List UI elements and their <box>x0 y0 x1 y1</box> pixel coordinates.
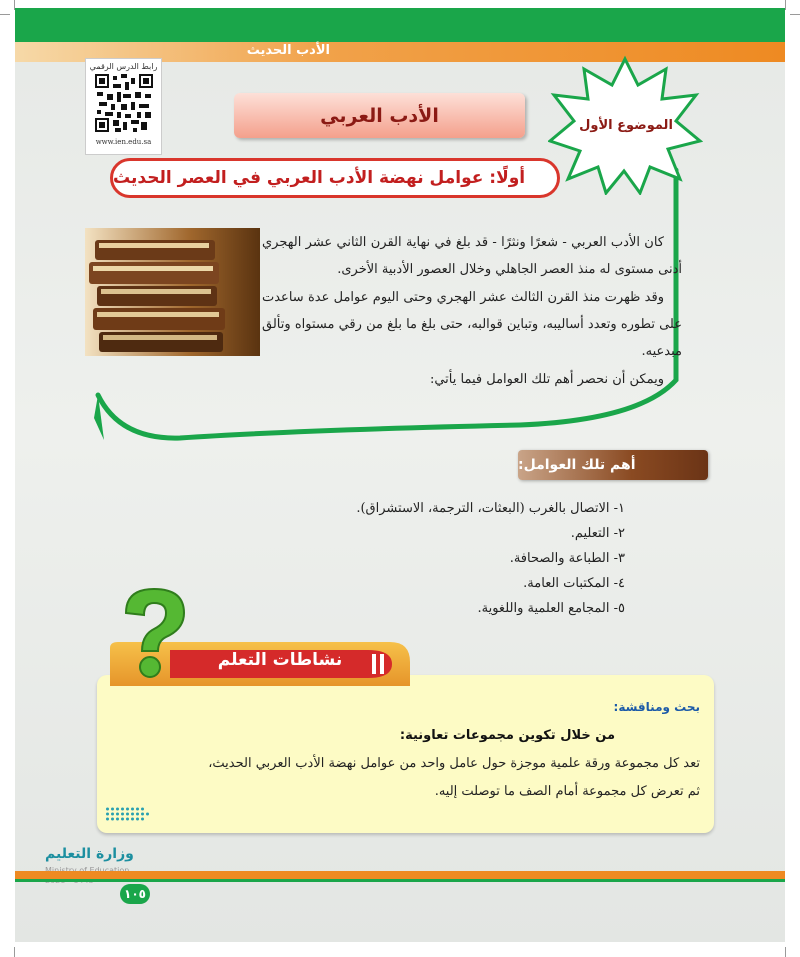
bottom-green-bar <box>15 879 785 882</box>
intro-paragraph: كان الأدب العربي - شعرًا ونثرًا - قد بلغ في نهاية القرن الثاني عشر الهجري أدنى مستوى له منذ العصر الجاهلي وخلال العصور الأدبية الأخرى. <box>262 235 682 277</box>
question-mark-icon <box>112 585 194 680</box>
top-green-bar <box>15 8 785 42</box>
qr-code-icon[interactable] <box>95 74 153 132</box>
ministry-name-arabic: وزارة التعليم <box>45 846 134 862</box>
factors-header: أهم تلك العوامل: <box>518 450 708 480</box>
development-paragraph: وقد ظهرت منذ القرن الثالث عشر الهجري وحتى اليوم عوامل عدة ساعدت على تطوره وتعدد أساليبه، وتباين قوالبه، حتى بلغ ما بلغ من رقي مستواه وتألق مبدعيه. <box>262 290 682 359</box>
main-title: الأدب العربي <box>234 93 525 138</box>
topic-badge-label: الموضوع الأول <box>579 118 673 133</box>
bottom-orange-bar <box>15 871 785 879</box>
crop-mark <box>790 14 800 15</box>
crop-mark <box>785 0 786 10</box>
qr-label: رابط الدرس الرقمي <box>89 62 158 71</box>
qr-url[interactable]: www.ien.edu.sa <box>95 138 152 146</box>
list-item: ١- الاتصال بالغرب (البعثات، الترجمة، الاستشراق). <box>356 501 625 516</box>
list-item: ٥- المجامع العلمية واللغوية. <box>477 601 625 616</box>
activity-subtitle: بحث ومناقشة: <box>613 700 700 714</box>
activity-heading: من خلال تكوين مجموعات تعاونية: <box>399 728 615 743</box>
books-image <box>85 228 260 356</box>
running-header-title: الأدب الحديث <box>246 43 330 58</box>
ministry-logo-icon <box>45 805 195 845</box>
activity-line: ثم تعرض كل مجموعة أمام الصف ما توصلت إليه. <box>434 784 700 799</box>
qr-code-box[interactable] <box>85 58 162 155</box>
crop-mark <box>785 947 786 957</box>
lead-in-paragraph: ويمكن أن نحصر أهم تلك العوامل فيما يأتي: <box>429 372 664 387</box>
factors-list <box>356 496 625 621</box>
activity-line: تعد كل مجموعة ورقة علمية موجزة حول عامل واحد من عوامل نهضة الأدب العربي الحديث، <box>208 756 700 771</box>
activities-banner-label: نشاطات التعلم <box>217 650 343 670</box>
crop-mark <box>0 14 10 15</box>
page-number: ١٠٥ <box>120 884 150 904</box>
crop-mark <box>14 947 15 957</box>
list-item: ٤- المكتبات العامة. <box>523 576 625 591</box>
list-item: ٣- الطباعة والصحافة. <box>509 551 625 566</box>
section-title: أولًا: عوامل نهضة الأدب العربي في العصر الحديث <box>110 158 560 198</box>
list-item: ٢- التعليم. <box>570 526 625 541</box>
